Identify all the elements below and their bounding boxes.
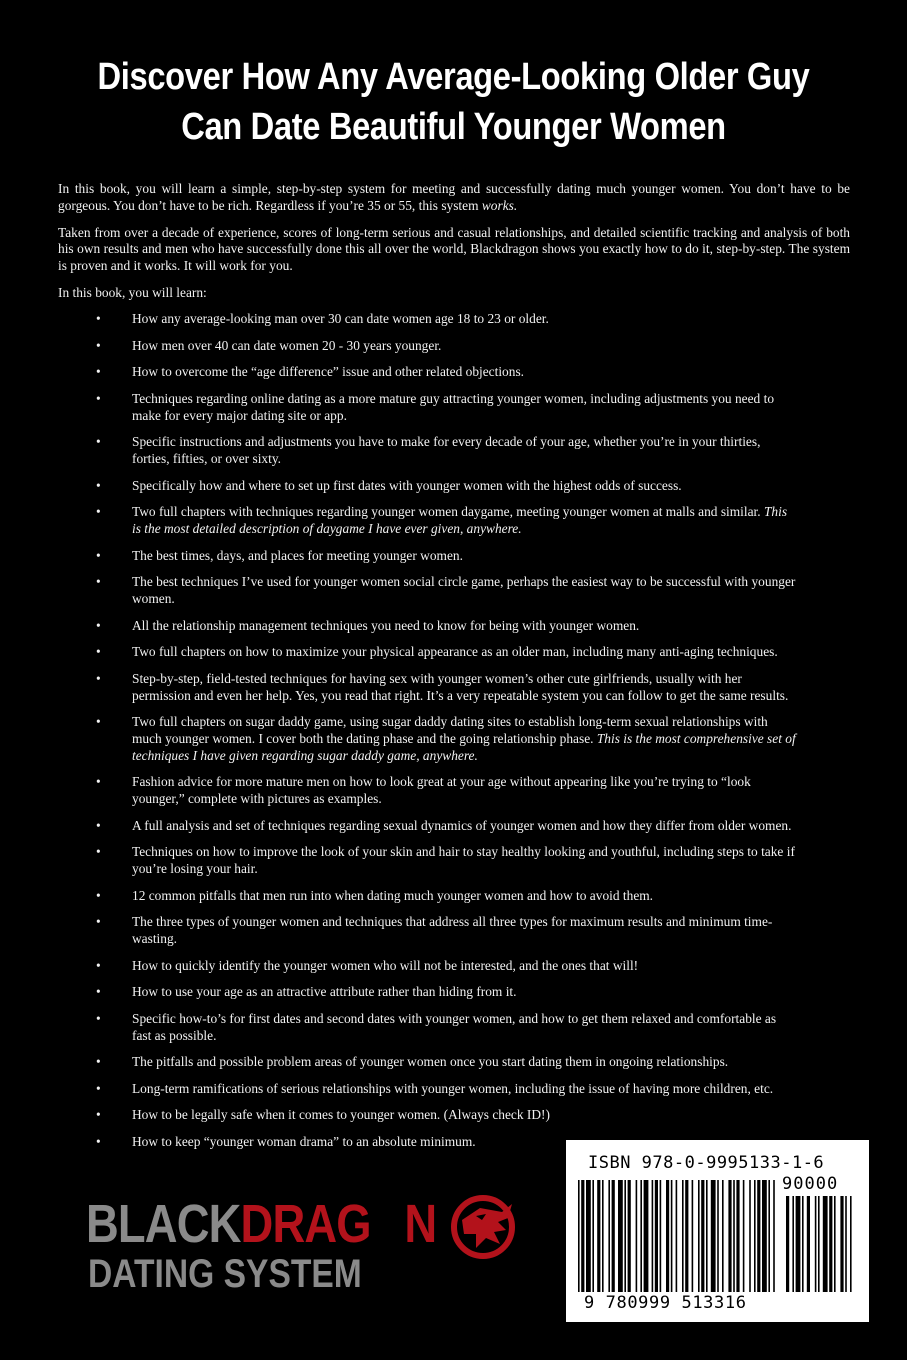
bullet-dot: •: [96, 1107, 101, 1123]
barcode-bar: [578, 1180, 580, 1292]
bullet-text: How any average-looking man over 30 can date women age 18 to 23 or older.: [132, 311, 549, 326]
bullet-item: [96, 478, 796, 495]
bullet-item: [96, 434, 796, 468]
bullet-item: [96, 1081, 796, 1098]
bullet-text: Techniques regarding online dating as a more mature guy attracting younger women, including adjustments you need to make for every major dating site or app.: [132, 390, 775, 423]
barcode-bar: [682, 1180, 684, 1292]
bullet-dot: •: [96, 714, 101, 730]
barcode-bar: [743, 1180, 745, 1292]
intro-paragraph-1-emphasis: works.: [481, 197, 518, 213]
barcode-number: 9 780999 513316: [584, 1293, 747, 1313]
bullet-item: [96, 391, 796, 425]
barcode-bar: [733, 1180, 735, 1292]
addon-bar: [802, 1196, 804, 1292]
bullet-text: How to use your age as an attractive attribute rather than hiding from it.: [132, 984, 517, 1000]
bullet-text: How men over 40 can date women 20 - 30 years younger.: [132, 337, 442, 353]
barcode-bar: [652, 1180, 654, 1292]
barcode-bar: [728, 1180, 731, 1292]
addon-bar: [807, 1196, 810, 1292]
bullet-dot: •: [96, 617, 101, 633]
bullet-item: [96, 1011, 796, 1045]
logo-dragon-text: DRAG: [240, 1194, 371, 1254]
barcode-bar: [701, 1180, 704, 1292]
barcode-bar: [768, 1180, 770, 1292]
addon-bar: [829, 1196, 832, 1292]
barcode-bar: [706, 1180, 708, 1292]
bullet-dot: •: [96, 504, 101, 520]
barcode-bar: [628, 1180, 631, 1292]
bullet-text: Two full chapters with techniques regarding younger women daygame, meeting younger women at malls and similar.: [132, 504, 764, 520]
barcode-addon-number: 90000: [782, 1174, 839, 1194]
bullet-text: Fashion advice for more mature men on how to look great at your age without appearing like you’re trying to “look younger,” complete with pictures as examples.: [132, 774, 751, 807]
barcode-bar: [581, 1180, 584, 1292]
addon-bar: [786, 1196, 789, 1292]
bullet-item: [96, 958, 796, 975]
isbn-text: ISBN 978-0-9995133-1-6: [588, 1153, 825, 1173]
bullet-item: [96, 1107, 796, 1124]
bullet-dot: •: [96, 774, 101, 790]
bullet-dot: •: [96, 364, 101, 380]
bullet-item: [96, 618, 796, 635]
bullet-text: Step-by-step, field-tested techniques for having sex with younger women’s other cute girlfriends, usually with her permission and even her help. Yes, you read that right. It’s a very repeatable system you can follow to get the same results.: [132, 670, 789, 703]
bullet-text: 12 common pitfalls that men run into when dating much younger women and how to avoid them.: [132, 887, 654, 903]
barcode-bar: [612, 1180, 615, 1292]
bullet-item: [96, 844, 796, 878]
barcode-bar: [640, 1180, 642, 1292]
bullet-text: How to overcome the “age difference” issue and other related objections.: [132, 364, 525, 380]
bullet-text: The pitfalls and possible problem areas of younger women once you start dating them in ongoing relationships.: [132, 1054, 729, 1070]
logo-subtitle: DATING SYSTEM: [88, 1252, 362, 1296]
barcode-bar: [711, 1180, 716, 1292]
headline-line-2: Can Date Beautiful Younger Women: [181, 106, 726, 148]
addon-bar: [850, 1196, 852, 1292]
bullet-text: The best times, days, and places for meeting younger women.: [132, 547, 463, 563]
book-headline: [63, 52, 843, 152]
headline-line-1: Discover How Any Average-Looking Older Guy: [97, 56, 810, 98]
bullet-dot: •: [96, 817, 101, 833]
bullet-dot: •: [96, 670, 101, 686]
barcode-bar: [671, 1180, 673, 1292]
barcode-bars: [578, 1180, 858, 1294]
bullet-dot: •: [96, 1080, 101, 1096]
barcode-bar: [624, 1180, 626, 1292]
bullet-dot: •: [96, 1134, 101, 1150]
bullet-item: [96, 574, 796, 608]
barcode-bar: [698, 1180, 700, 1292]
bullet-text: Specifically how and where to set up first dates with younger women with the highest odds of success.: [132, 477, 682, 493]
barcode-bar: [655, 1180, 658, 1292]
intro-paragraph-3: In this book, you will learn:: [58, 284, 207, 300]
bullet-dot: •: [96, 1054, 101, 1070]
addon-bar: [823, 1196, 828, 1292]
bullet-item: [96, 774, 796, 808]
bullet-text: Specific how-to’s for first dates and second dates with younger women, and how to get them relaxed and comfortable as fast as possible.: [132, 1010, 777, 1043]
barcode-bar: [685, 1180, 688, 1292]
bullet-dot: •: [96, 957, 101, 973]
bullet-item: [96, 311, 796, 328]
bullet-text: A full analysis and set of techniques regarding sexual dynamics of younger women and how they differ from older women.: [132, 817, 792, 833]
bullet-text: Long-term ramifications of serious relationships with younger women, including the issue of having more children, etc.: [132, 1080, 774, 1096]
bullet-dot: •: [96, 887, 101, 903]
bullet-dot: •: [96, 1010, 101, 1026]
bullet-emphasis: This is the most comprehensive set of techniques I have given regarding sugar daddy game, anywhere.: [132, 730, 796, 763]
bullet-text: The best techniques I’ve used for younger women social circle game, perhaps the easiest way to be successful with younger women.: [132, 574, 796, 606]
barcode-bar: [597, 1180, 600, 1292]
bullet-text: Specific instructions and adjustments you have to make for every decade of your age, whether you’re in your thirties, forties, fifties, or over sixty.: [132, 434, 761, 466]
bullet-item: [96, 714, 796, 764]
bullet-emphasis: This is the most detailed description of daygame I have ever given, anywhere.: [132, 504, 788, 536]
intro-section: [58, 181, 850, 312]
addon-bar: [815, 1196, 817, 1292]
bullet-dot: •: [96, 337, 101, 353]
addon-bar: [796, 1196, 801, 1292]
barcode-bar: [676, 1180, 678, 1292]
addon-bar: [834, 1196, 836, 1292]
barcode-bar: [602, 1180, 604, 1292]
barcode-bar: [749, 1180, 751, 1292]
bullet-item: [96, 671, 796, 705]
bullet-dot: •: [96, 574, 101, 590]
bullet-item: [96, 914, 796, 948]
barcode-bar: [660, 1180, 662, 1292]
logo-wordmark: [86, 1196, 436, 1252]
bullet-dot: •: [96, 311, 101, 326]
logo-dragon-tail-text: N: [404, 1194, 437, 1254]
bullet-text: Two full chapters on how to maximize your physical appearance as an older man, including many anti-aging techniques.: [132, 644, 778, 660]
isbn-barcode: [566, 1140, 869, 1322]
barcode-bar: [773, 1180, 775, 1292]
bullet-dot: •: [96, 477, 101, 493]
bullet-text: Techniques on how to improve the look of your skin and hair to stay healthy looking and youthful, including steps to take if you’re losing your hair.: [132, 844, 795, 877]
bullet-text: The three types of younger women and techniques that address all three types for maximum results and minimum time-wasting.: [132, 914, 773, 947]
bullet-text: How to keep “younger woman drama” to an absolute minimum.: [132, 1134, 476, 1150]
addon-bar: [845, 1196, 847, 1292]
bullet-dot: •: [96, 914, 101, 930]
bullet-dot: •: [96, 844, 101, 860]
bullet-dot: •: [96, 984, 101, 1000]
barcode-bar: [636, 1180, 638, 1292]
barcode-bar: [754, 1180, 756, 1292]
intro-paragraph-1: [58, 181, 850, 215]
addon-bar: [840, 1196, 843, 1292]
barcode-bar: [692, 1180, 694, 1292]
intro-paragraph-2: Taken from over a decade of experience, scores of long-term serious and casual relationships, and detailed scientific tracking and analysis of both his own results and men who have successfully done this all over the world, Blackdragon shows you exactly how to do it, step-by-step. The system is proven and it works. It will work for you.: [58, 224, 850, 274]
barcode-bar: [644, 1180, 649, 1292]
barcode-bar: [666, 1180, 669, 1292]
dragon-head-icon: [446, 1190, 520, 1264]
barcode-bar: [717, 1180, 719, 1292]
bullet-item: [96, 338, 796, 355]
barcode-bar: [592, 1180, 594, 1292]
bullet-item: [96, 818, 796, 835]
bullet-dot: •: [96, 644, 101, 660]
barcode-bar: [722, 1180, 724, 1292]
bullet-item: [96, 364, 796, 381]
barcode-bar: [736, 1180, 739, 1292]
bullet-item: [96, 504, 796, 538]
barcode-bar: [762, 1180, 767, 1292]
bullet-item: [96, 644, 796, 661]
logo-black-text: BLACK: [86, 1194, 241, 1254]
addon-bar: [792, 1196, 794, 1292]
bullet-text: How to quickly identify the younger women who will not be interested, and the ones that will!: [132, 957, 639, 973]
bullet-dot: •: [96, 547, 101, 563]
bullet-dot: •: [96, 434, 101, 450]
barcode-bar: [586, 1180, 591, 1292]
barcode-bar: [608, 1180, 610, 1292]
bullet-item: [96, 984, 796, 1001]
bullet-text: All the relationship management techniques you need to know for being with younger women.: [132, 617, 640, 633]
blackdragon-logo: [86, 1196, 546, 1306]
bullet-item: [96, 888, 796, 905]
bullet-text: Two full chapters on sugar daddy game, using sugar daddy dating sites to establish long-term sexual relationships with much younger women. I cover both the dating phase and the going relationship phase.: [132, 714, 768, 746]
bullet-dot: •: [96, 390, 101, 406]
barcode-bar: [757, 1180, 760, 1292]
barcode-bar: [618, 1180, 623, 1292]
addon-bar: [818, 1196, 820, 1292]
intro-paragraph-1-text: In this book, you will learn a simple, step-by-step system for meeting and successfully dating much younger women. You don’t have to be gorgeous. You don’t have to be rich. Regardless if you’re 35 or 55, this system: [58, 181, 850, 213]
bullet-text: How to be legally safe when it comes to younger women. (Always check ID!): [132, 1107, 550, 1123]
learn-bullet-list: [96, 311, 796, 1161]
bullet-item: [96, 548, 796, 565]
bullet-item: [96, 1054, 796, 1071]
